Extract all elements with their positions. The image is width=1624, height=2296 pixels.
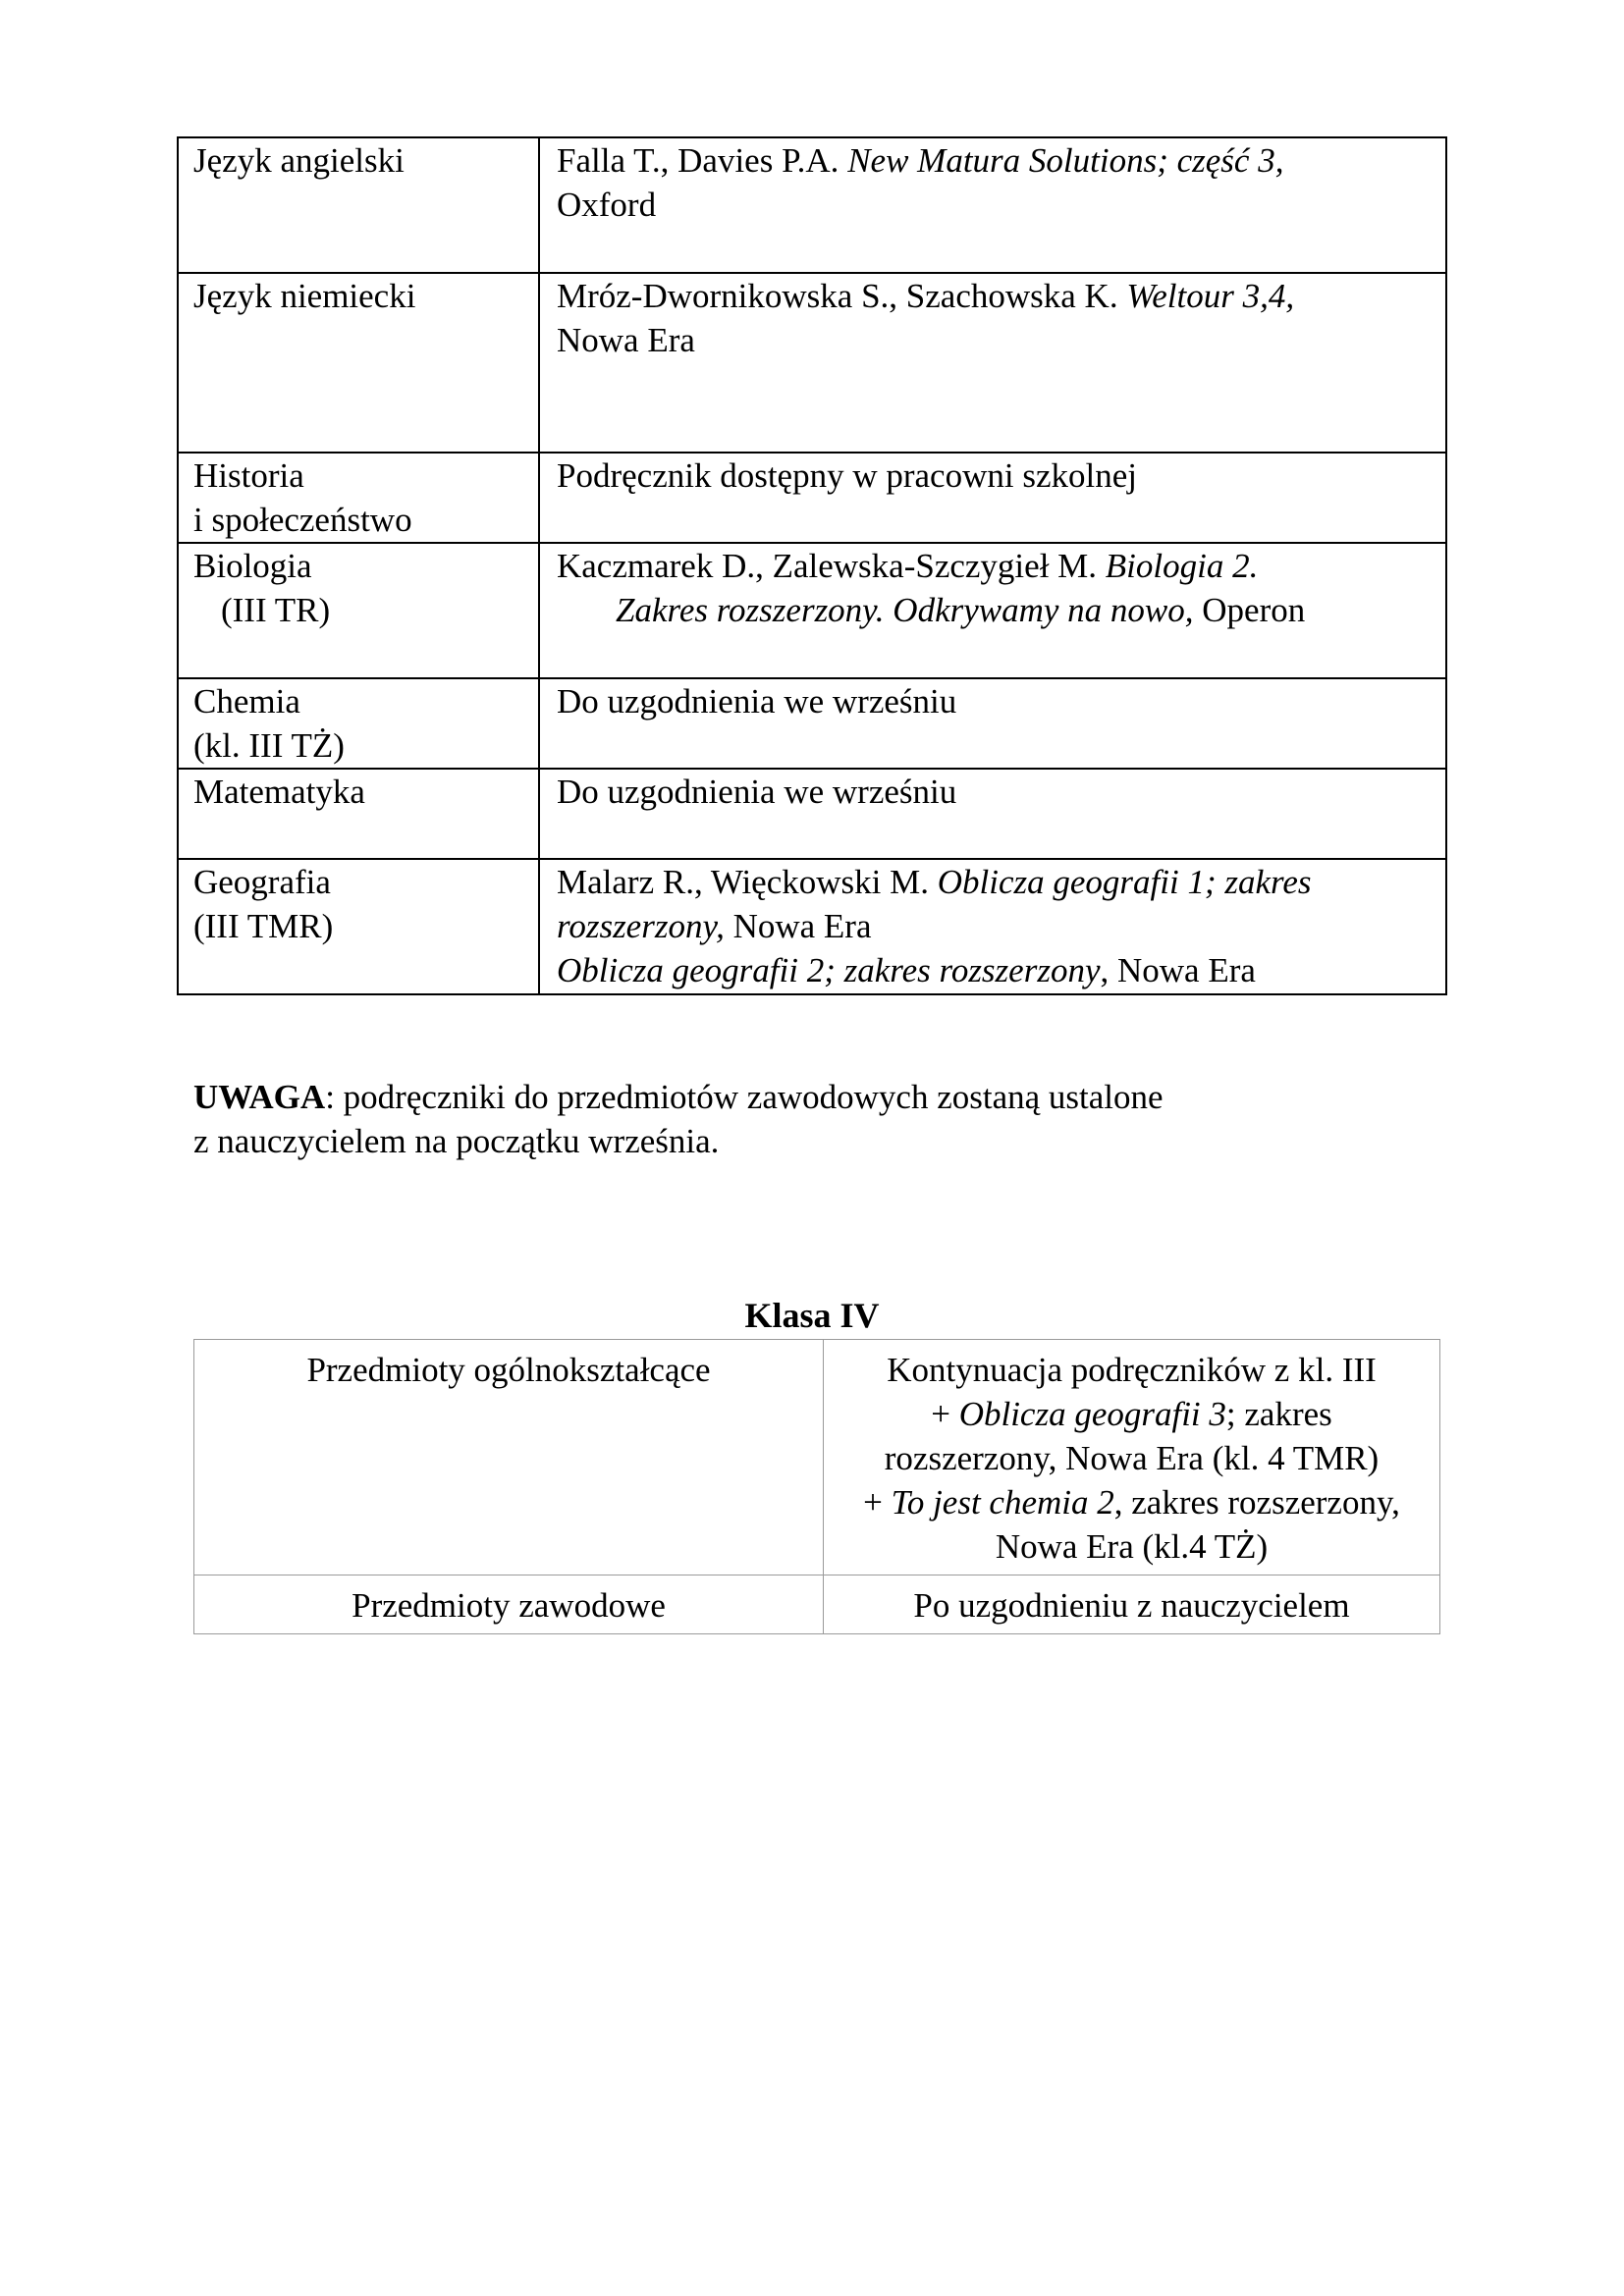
klasa4-table bbox=[193, 1339, 1440, 1634]
subject-cell bbox=[178, 273, 539, 453]
subject-name: Historia bbox=[193, 456, 304, 495]
book-authors: Kaczmarek D., Zalewska-Szczygieł M. bbox=[557, 547, 1106, 585]
book-authors: Mróz-Dwornikowska S., Szachowska K. bbox=[557, 277, 1127, 315]
table-row bbox=[178, 543, 1446, 678]
book-publisher: Oxford bbox=[557, 186, 657, 224]
book-title: Weltour 3,4, bbox=[1126, 277, 1295, 315]
subject-cell bbox=[178, 769, 539, 859]
book-line bbox=[557, 904, 1445, 948]
subject-cell bbox=[178, 137, 539, 273]
table-row bbox=[178, 273, 1446, 453]
book-title: To jest chemia 2 bbox=[891, 1483, 1114, 1522]
book-authors: Malarz R., Więckowski M. bbox=[557, 863, 938, 901]
book-title: Oblicza geografii 2; zakres rozszerzony bbox=[557, 951, 1101, 989]
description-text: , zakres rozszerzony, bbox=[1113, 1483, 1400, 1522]
category-cell bbox=[194, 1575, 824, 1634]
table-row bbox=[178, 453, 1446, 543]
book-cell bbox=[539, 543, 1446, 678]
description-line: Po uzgodnieniu z nauczycielem bbox=[913, 1586, 1350, 1625]
table-row bbox=[194, 1340, 1440, 1575]
description-cell bbox=[824, 1575, 1440, 1634]
note-label: UWAGA bbox=[193, 1078, 326, 1116]
book-line bbox=[557, 860, 1445, 904]
note-line bbox=[193, 1075, 1372, 1119]
book-authors: Falla T., Davies P.A. bbox=[557, 141, 848, 180]
table-row bbox=[178, 137, 1446, 273]
category-cell bbox=[194, 1340, 824, 1575]
book-publisher: Operon bbox=[1193, 591, 1306, 629]
description-line: rozszerzony, Nowa Era (kl. 4 TMR) bbox=[884, 1439, 1380, 1477]
subject-name: Język angielski bbox=[193, 141, 405, 180]
subject-name: Geografia bbox=[193, 863, 331, 901]
note-paragraph bbox=[193, 1075, 1372, 1163]
plus-sign: + bbox=[863, 1483, 892, 1522]
description-line: Nowa Era (kl.4 TŻ) bbox=[995, 1527, 1269, 1566]
subject-cell bbox=[178, 678, 539, 769]
subject-name: Matematyka bbox=[193, 773, 365, 811]
subject-name: Język niemiecki bbox=[193, 277, 416, 315]
table-row bbox=[178, 859, 1446, 994]
description-line bbox=[828, 1480, 1435, 1524]
subject-cell bbox=[178, 543, 539, 678]
note-line: z nauczycielem na początku września. bbox=[193, 1122, 720, 1160]
plus-sign: + bbox=[931, 1395, 959, 1433]
book-line bbox=[557, 544, 1445, 588]
table-row bbox=[178, 769, 1446, 859]
section-title: Klasa IV bbox=[744, 1296, 880, 1335]
textbook-table bbox=[177, 136, 1447, 995]
book-title: New Matura Solutions; część 3, bbox=[847, 141, 1284, 180]
book-line bbox=[557, 948, 1445, 992]
table-row bbox=[194, 1575, 1440, 1634]
book-cell bbox=[539, 859, 1446, 994]
book-cell bbox=[539, 453, 1446, 543]
note-text: : podręczniki do przedmiotów zawodowych zostaną ustalone bbox=[325, 1078, 1164, 1116]
book-line: Do uzgodnienia we wrześniu bbox=[557, 682, 957, 721]
subject-class: (III TR) bbox=[221, 591, 331, 629]
subject-cell bbox=[178, 453, 539, 543]
description-text: ; zakres bbox=[1225, 1395, 1332, 1433]
book-cell bbox=[539, 137, 1446, 273]
book-title: rozszerzony, bbox=[557, 907, 725, 945]
book-line: Do uzgodnienia we wrześniu bbox=[557, 773, 957, 811]
subject-name: Chemia bbox=[193, 682, 300, 721]
table-row bbox=[178, 678, 1446, 769]
subject-class: (kl. III TŻ) bbox=[193, 726, 345, 765]
subject-class: (III TMR) bbox=[193, 907, 334, 945]
book-cell bbox=[539, 273, 1446, 453]
book-line bbox=[557, 138, 1445, 183]
book-publisher: , Nowa Era bbox=[1100, 951, 1256, 989]
book-title: Biologia 2. bbox=[1105, 547, 1259, 585]
category-label: Przedmioty zawodowe bbox=[352, 1586, 666, 1625]
book-line: Podręcznik dostępny w pracowni szkolnej bbox=[557, 456, 1137, 495]
book-cell bbox=[539, 678, 1446, 769]
book-line bbox=[557, 588, 1445, 632]
book-cell bbox=[539, 769, 1446, 859]
book-line bbox=[557, 274, 1445, 318]
description-line bbox=[828, 1392, 1435, 1436]
subject-cell bbox=[178, 859, 539, 994]
book-title: Oblicza geografii 1; zakres bbox=[937, 863, 1312, 901]
book-title: Zakres rozszerzony. Odkrywamy na nowo, bbox=[616, 591, 1194, 629]
description-line: Kontynuacja podręczników z kl. III bbox=[887, 1351, 1377, 1389]
book-publisher: Nowa Era bbox=[557, 321, 695, 359]
category-label: Przedmioty ogólnokształcące bbox=[306, 1351, 711, 1389]
subject-name-cont: i społeczeństwo bbox=[193, 501, 412, 539]
description-cell bbox=[824, 1340, 1440, 1575]
book-title: Oblicza geografii 3 bbox=[958, 1395, 1226, 1433]
book-publisher: Nowa Era bbox=[724, 907, 872, 945]
subject-name: Biologia bbox=[193, 547, 312, 585]
